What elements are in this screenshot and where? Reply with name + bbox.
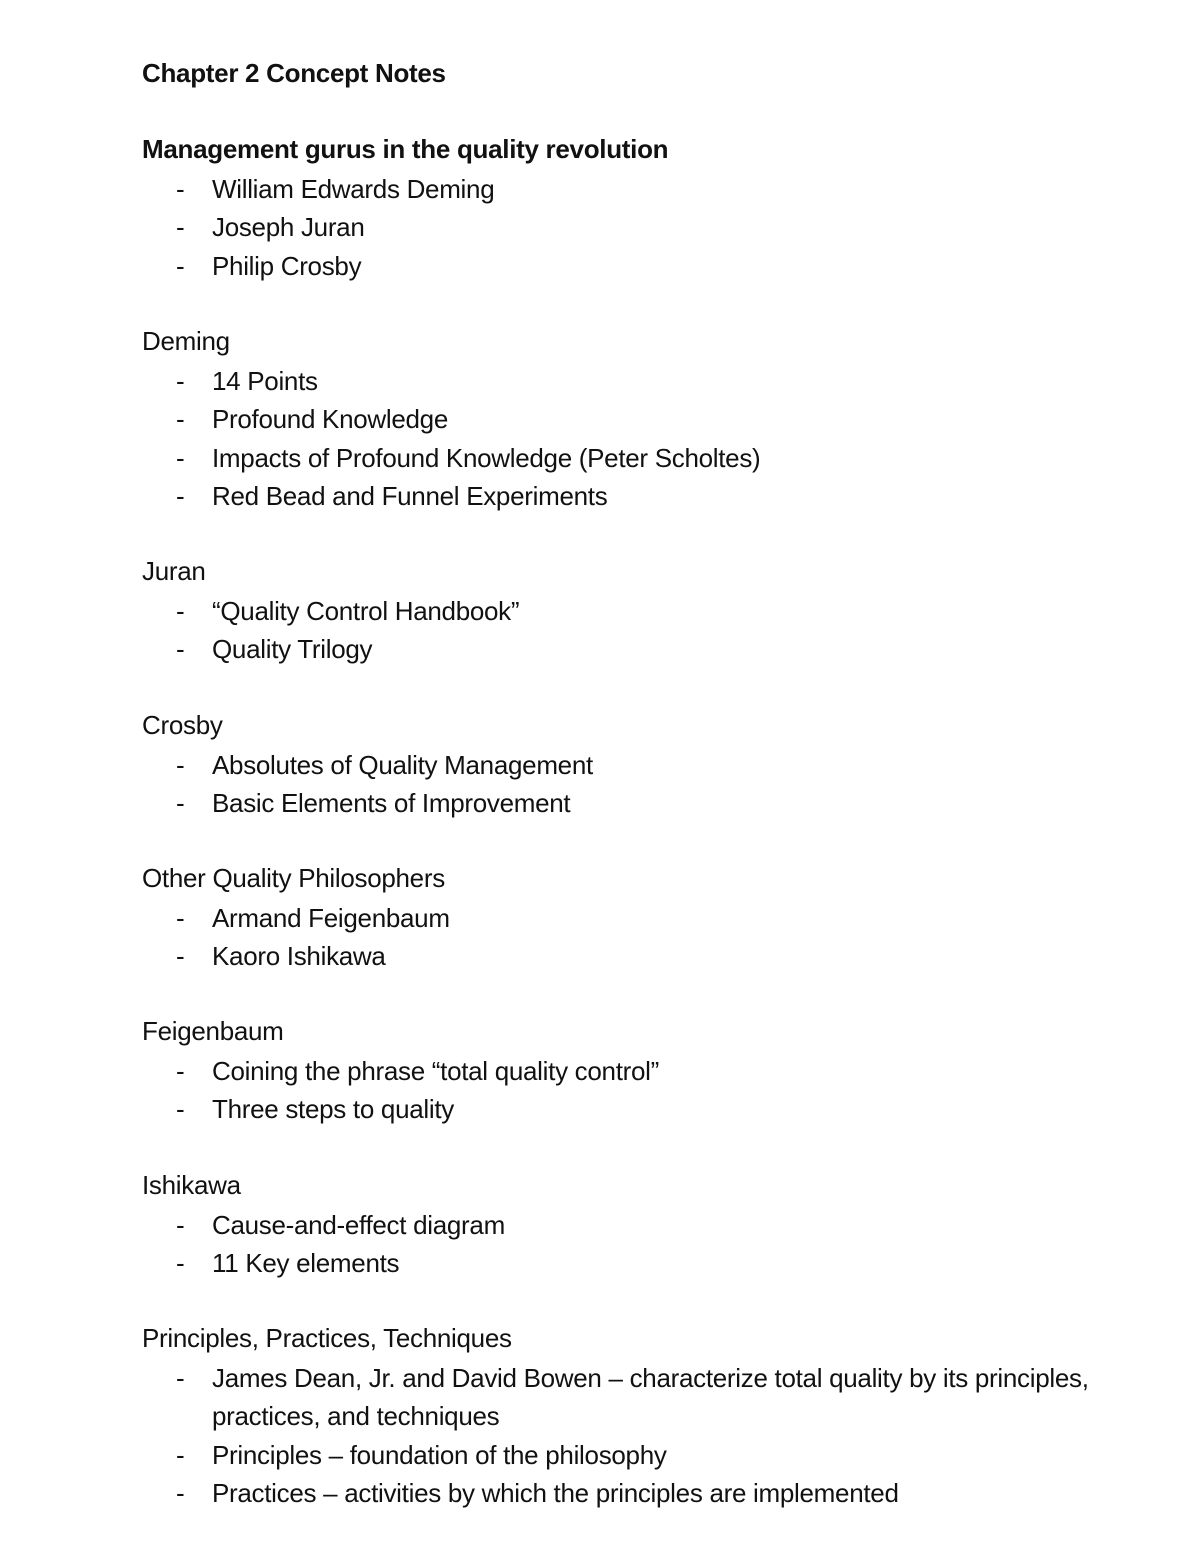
list-item-text: Cause-and-effect diagram — [212, 1210, 505, 1240]
section-heading: Feigenbaum — [142, 1016, 284, 1046]
list-item — [142, 362, 1102, 400]
bullet-marker: - — [176, 788, 185, 819]
list-item — [142, 937, 1102, 975]
list-item — [142, 208, 1102, 246]
list-item — [142, 1474, 1102, 1512]
list-item — [142, 1359, 1102, 1436]
list-item — [142, 1090, 1102, 1128]
list-item-text: Coining the phrase “total quality control” — [212, 1056, 659, 1086]
list-item — [142, 247, 1102, 285]
section-heading: Crosby — [142, 710, 223, 740]
list-item-text: Joseph Juran — [212, 212, 365, 243]
list-item-text: Philip Crosby — [212, 250, 362, 281]
bullet-marker: - — [176, 212, 185, 243]
list-item — [142, 784, 1102, 822]
list-item — [142, 1052, 1102, 1090]
section-deming — [142, 324, 1102, 515]
bullet-marker: - — [176, 1363, 185, 1393]
list-item-text: Basic Elements of Improvement — [212, 788, 571, 819]
bullet-marker: - — [176, 1210, 185, 1240]
bullet-list — [142, 899, 1102, 976]
list-item-text: James Dean, Jr. and David Bowen – characterize total quality by its principles, practices, and techniques — [212, 1363, 1089, 1432]
section-juran — [142, 554, 1102, 669]
section-principles-practices-techniques — [142, 1321, 1102, 1512]
bullet-list — [142, 170, 1102, 285]
section-heading: Juran — [142, 556, 206, 586]
bullet-marker: - — [176, 634, 185, 665]
bullet-marker: - — [176, 480, 185, 511]
bullet-marker: - — [176, 941, 185, 972]
section-ishikawa — [142, 1168, 1102, 1283]
list-item — [142, 400, 1102, 438]
bullet-marker: - — [176, 1439, 185, 1470]
bullet-marker: - — [176, 1094, 185, 1125]
list-item-text: Profound Knowledge — [212, 404, 449, 435]
bullet-list — [142, 1359, 1102, 1512]
section-feigenbaum — [142, 1014, 1102, 1129]
list-item-text: Three steps to quality — [212, 1094, 454, 1125]
list-item-text: Practices – activities by which the principles are implemented — [212, 1477, 899, 1508]
list-item-text: Kaoro Ishikawa — [212, 941, 386, 972]
list-item-text: 14 Points — [212, 366, 318, 396]
section-other-philosophers — [142, 861, 1102, 976]
bullet-marker: - — [176, 442, 185, 473]
bullet-list — [142, 746, 1102, 823]
bullet-marker: - — [176, 404, 185, 435]
list-item-text: Absolutes of Quality Management — [212, 750, 593, 780]
list-item — [142, 1436, 1102, 1474]
bullet-marker: - — [176, 1248, 185, 1279]
bullet-marker: - — [176, 903, 185, 933]
list-item-text: Quality Trilogy — [212, 634, 373, 665]
bullet-marker: - — [176, 174, 185, 204]
list-item — [142, 1244, 1102, 1282]
bullet-list — [142, 362, 1102, 515]
section-heading: Ishikawa — [142, 1170, 241, 1200]
list-item — [142, 1206, 1102, 1244]
document-title: Chapter 2 Concept Notes — [142, 58, 446, 88]
section-heading: Management gurus in the quality revolution — [142, 134, 669, 164]
list-item — [142, 630, 1102, 668]
list-item-text: Red Bead and Funnel Experiments — [212, 480, 608, 511]
bullet-marker: - — [176, 1477, 185, 1508]
list-item — [142, 439, 1102, 477]
bullet-marker: - — [176, 750, 185, 780]
list-item-text: William Edwards Deming — [212, 174, 495, 204]
list-item-text: Armand Feigenbaum — [212, 903, 450, 933]
bullet-list — [142, 592, 1102, 669]
list-item-text: “Quality Control Handbook” — [212, 596, 520, 626]
section-crosby — [142, 708, 1102, 823]
list-item — [142, 592, 1102, 630]
list-item-text: 11 Key elements — [212, 1248, 400, 1279]
list-item — [142, 746, 1102, 784]
section-heading: Deming — [142, 326, 230, 356]
section-management-gurus — [142, 132, 1102, 285]
bullet-marker: - — [176, 596, 185, 626]
bullet-marker: - — [176, 366, 185, 396]
list-item-text: Impacts of Profound Knowledge (Peter Scholtes) — [212, 442, 761, 473]
bullet-list — [142, 1206, 1102, 1283]
section-heading: Principles, Practices, Techniques — [142, 1323, 512, 1353]
section-heading: Other Quality Philosophers — [142, 863, 445, 893]
bullet-marker: - — [176, 250, 185, 281]
bullet-marker: - — [176, 1056, 185, 1086]
bullet-list — [142, 1052, 1102, 1129]
list-item-text: Principles – foundation of the philosophy — [212, 1439, 667, 1470]
list-item — [142, 899, 1102, 937]
list-item — [142, 477, 1102, 515]
list-item — [142, 170, 1102, 208]
